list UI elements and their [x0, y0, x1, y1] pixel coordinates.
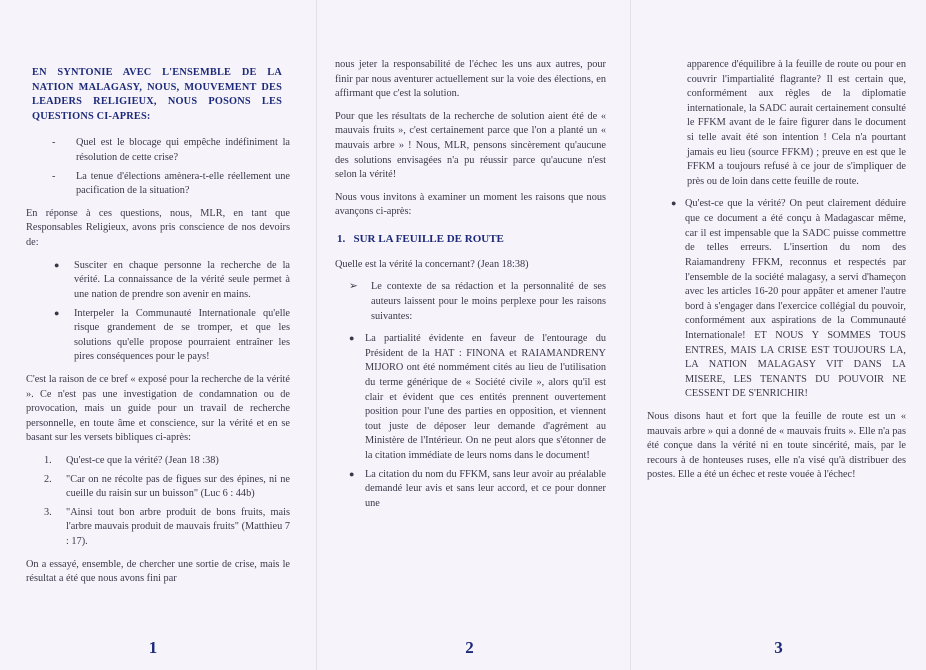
paragraph: Pour que les résultats de la recherche de solution aient été de « mauvais fruits », c'est certainement parce que l'on a planté un « mauvais arbre » ! Nous, MLR, pensons sincèrement qu'aucune des solutions envisagées n'a pu réussir parce qu'aucune n'est selon la vérité!	[335, 110, 606, 181]
reason-paragraph: C'est la raison de ce bref « exposé pour la recherche de la vérité ». Ce n'est pas une investigation de condamnation ou de provocation, mais un guide pour un travail de recherche personnelle, en toute âme et conscience, sur la vérité et en se basant sur les versets bibliques ci-après:	[26, 373, 290, 444]
list-item: ● Interpeler la Communauté Internationale qu'elle risque grandement de se tromper, et que les solutions qu'elle propose pourraient entraîner les pires conséquences pour le pays!	[54, 307, 290, 363]
bullet-list	[335, 332, 606, 511]
section-title: 1. SUR LA FEUILLE DE ROUTE	[337, 233, 504, 246]
list-item: 3. "Ainsi tout bon arbre produit de bons fruits, mais l'arbre mauvais produit de mauvais fruits" (Matthieu 7 : 17).	[44, 506, 290, 548]
list-item: ● Susciter en chaque personne la recherche de la vérité. La connaissance de la vérité seule permet à une nation de prendre son avenir en mains.	[54, 259, 290, 300]
page-number: 3	[774, 637, 783, 657]
paragraph: nous jeter la responsabilité de l'échec les uns aux autres, pour finir par nous aventurer actuellement sur la voie des élections, en affirmant que c'est la solution.	[335, 59, 606, 100]
page-number: 2	[465, 637, 474, 657]
questions-list	[26, 136, 290, 198]
list-item: 2. "Car on ne récolte pas de figues sur des épines, ni ne cueille du raisin sur un buisson" (Luc 6 : 44b)	[44, 473, 290, 500]
intro-heading: EN SYNTONIE AVEC L'ENSEMBLE DE LA NATION MALAGASY, NOUS, MOUVEMENT DES LEADERS RELIGIEUX, NOUS POSONS LES QUESTIONS CI-APRES:	[32, 67, 282, 122]
paragraph: Nous vous invitons à examiner un moment les raisons que nous avançons ci-après:	[335, 191, 606, 218]
list-item: ● La citation du nom du FFKM, sans leur avoir au préalable demandé leur avis et sans leur accord, et ce pour donner une	[349, 468, 606, 509]
panel-2	[316, 0, 622, 670]
list-item: ● Qu'est-ce que la vérité? On peut clairement déduire que ce document a été conçu à Madagascar même, car il est impensable que la SADC puisse commettre de telles erreurs. L'insertion du nom des Raiamandreny FFKM, reconnus et respectés par l'ensemble de la société malagasy, a servi d'hameçon avec les articles 16-20 pour appâter et amener l'autre bord à s'engager dans l'exercice collégial du pouvoir, conformément aux aspirations de la Communauté Internationale! ET NOUS Y SOMMES TOUS ENTRES, MAIS LA CRISE EST TOUJOURS LA, LA NATION MALAGASY VIT DANS LA MISERE, LES TENANTS DU POUVOIR NE CESSENT DE S'ENRICHIR!	[671, 198, 906, 400]
verses-list	[26, 454, 290, 550]
page-number: 1	[148, 637, 158, 657]
arrow-list	[335, 280, 606, 324]
response-paragraph: En réponse à ces questions, nous, MLR, en tant que Responsables Religieux, avons pris conscience de nos devoirs de:	[26, 207, 290, 249]
paragraph: Nous disons haut et fort que la feuille de route est un « mauvais arbre » qui a donné de « mauvais fruits ». Elle n'a pas été conçue dans la vérité ni en toute sincérité, mais, par le recours à de honteuses ruses, elle n'a visé qu'à distribuer des postes. Elle a été un échec et reste vouée à l'échec!	[647, 411, 906, 481]
list-item: ➢ Le contexte de sa rédaction et la personnalité de ses auteurs laissent pour le moins perplexe pour les raisons suivantes:	[349, 281, 606, 322]
list-item: 1. Qu'est-ce que la vérité? (Jean 18 :38)	[44, 455, 219, 467]
paragraph: apparence d'équilibre à la feuille de route ou pour en couvrir l'impartialité flagrante? Il est certain que, conformément aux règles de la diplomatie internationale, la SADC aurait certainement consulté le FFKM avant de le faire figurer dans le document si telle avait été son intention ! Cela n'a pourtant jamais eu lieu (source FFKM) ; preuve en est que le FFKM a toujours refusé à ce jour de s'impliquer de près ou de loin dans cette feuille de route.	[687, 59, 906, 187]
duties-list	[26, 259, 290, 365]
panel-1	[0, 0, 306, 670]
bullet-list	[647, 197, 906, 402]
list-item: ● La partialité évidente en faveur de l'entourage du Président de la HAT : FINONA et RAIAMANDRENY MIJORO ont été nommément cités au lieu de l'utilisation du terme générique de « Société civile », alors qu'il est clair et évident que ces entités prennent ouvertement position pour l'une des parties en opposition, et viennent tout juste de déposer leur demande d'agrément au Ministère de l'Intérieur. On ne peut alors que s'étonner de la citation immédiate de leurs noms dans le document!	[349, 333, 606, 462]
arrow-icon: ➢	[349, 281, 358, 293]
list-item: - La tenue d'élections amènera-t-elle réellement une pacification de la situation?	[52, 170, 290, 197]
list-item: - Quel est le blocage qui empêche indéfiniment la résolution de cette crise?	[52, 137, 290, 164]
question-text: Quelle est la vérité la concernant? (Jean 18:38)	[335, 258, 529, 270]
closing-paragraph: On a essayé, ensemble, de chercher une sortie de crise, mais le résultat a été que nous avons fini par	[26, 558, 290, 585]
panel-3	[630, 0, 926, 670]
